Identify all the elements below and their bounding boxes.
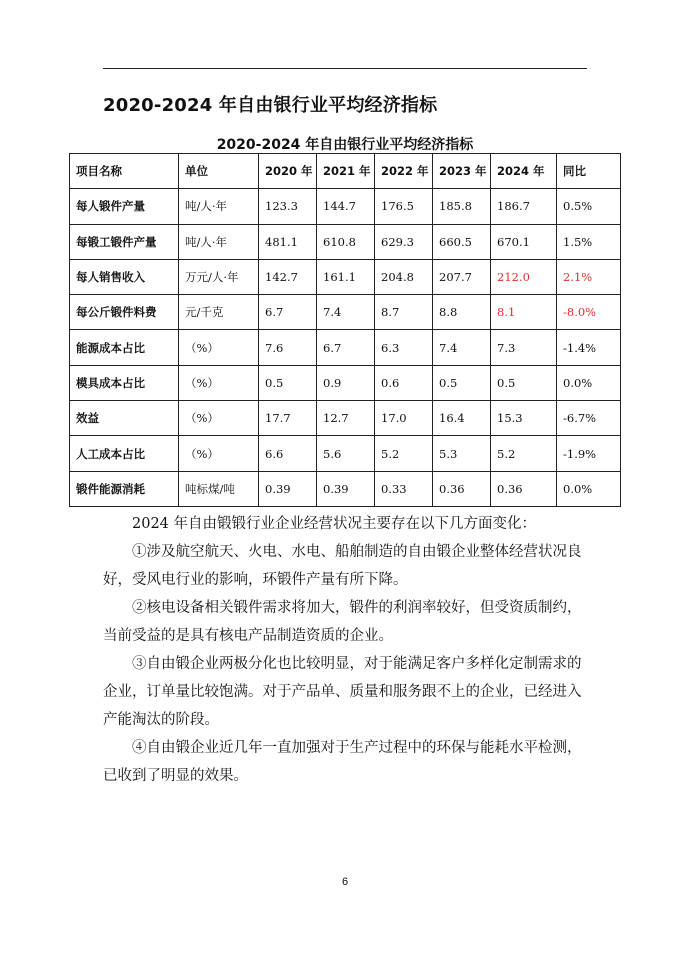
cell-2024: 670.1 <box>491 224 557 259</box>
row-name: 每人锻件产量 <box>70 189 179 224</box>
cell-yoy: 0.5% <box>557 189 621 224</box>
cell-yoy: -1.9% <box>557 436 621 471</box>
table-row <box>70 401 621 436</box>
cell-2023: 8.8 <box>433 295 491 330</box>
cell-2020: 0.5 <box>259 365 317 400</box>
cell-2020: 0.39 <box>259 471 317 506</box>
row-name: 人工成本占比 <box>70 436 179 471</box>
cell-2022: 8.7 <box>375 295 433 330</box>
cell-2022: 6.3 <box>375 330 433 365</box>
cell-2022: 176.5 <box>375 189 433 224</box>
cell-2021: 144.7 <box>317 189 375 224</box>
table-row <box>70 295 621 330</box>
table-header-row <box>70 154 621 189</box>
header-2021: 2021 年 <box>317 154 375 189</box>
row-name: 每人销售收入 <box>70 259 179 294</box>
table-row <box>70 436 621 471</box>
cell-2024: 5.2 <box>491 436 557 471</box>
cell-2022: 0.6 <box>375 365 433 400</box>
cell-2022: 5.2 <box>375 436 433 471</box>
section-title: 2020-2024 年自由银行业平均经济指标 <box>103 95 438 116</box>
header-2024: 2024 年 <box>491 154 557 189</box>
row-name: 每公斤锻件料费 <box>70 295 179 330</box>
cell-2023: 207.7 <box>433 259 491 294</box>
cell-2024: 186.7 <box>491 189 557 224</box>
paragraph-point-4: ④自由锻企业近几年一直加强对于生产过程中的环保与能耗水平检测，已收到了明显的效果。 <box>103 740 582 784</box>
paragraph-point-2: ②核电设备相关锻件需求将加大，锻件的利润率较好，但受资质制约，当前受益的是具有核电产品制造资质的企业。 <box>103 600 582 644</box>
row-unit: 万元/人·年 <box>179 259 259 294</box>
cell-2020: 6.6 <box>259 436 317 471</box>
cell-2021: 0.9 <box>317 365 375 400</box>
cell-2024: 7.3 <box>491 330 557 365</box>
row-unit: 元/千克 <box>179 295 259 330</box>
cell-2021: 6.7 <box>317 330 375 365</box>
cell-yoy-highlight: -8.0% <box>557 295 621 330</box>
row-name: 锻件能源消耗 <box>70 471 179 506</box>
row-unit: （%） <box>179 436 259 471</box>
cell-2022: 0.33 <box>375 471 433 506</box>
cell-2024: 0.36 <box>491 471 557 506</box>
cell-yoy: 0.0% <box>557 471 621 506</box>
cell-yoy: -6.7% <box>557 401 621 436</box>
cell-2021: 7.4 <box>317 295 375 330</box>
cell-2023: 7.4 <box>433 330 491 365</box>
header-yoy: 同比 <box>557 154 621 189</box>
cell-2023: 660.5 <box>433 224 491 259</box>
cell-2024-highlight: 8.1 <box>491 295 557 330</box>
row-name: 效益 <box>70 401 179 436</box>
row-name: 每锻工锻件产量 <box>70 224 179 259</box>
row-unit: 吨/人·年 <box>179 224 259 259</box>
cell-2021: 161.1 <box>317 259 375 294</box>
cell-yoy-highlight: 2.1% <box>557 259 621 294</box>
table-row <box>70 259 621 294</box>
cell-2023: 0.36 <box>433 471 491 506</box>
header-2020: 2020 年 <box>259 154 317 189</box>
table-row <box>70 365 621 400</box>
cell-yoy: -1.4% <box>557 330 621 365</box>
cell-2021: 5.6 <box>317 436 375 471</box>
cell-2020: 6.7 <box>259 295 317 330</box>
row-unit: 吨/人·年 <box>179 189 259 224</box>
row-name: 能源成本占比 <box>70 330 179 365</box>
header-2023: 2023 年 <box>433 154 491 189</box>
cell-2020: 17.7 <box>259 401 317 436</box>
table-row <box>70 330 621 365</box>
cell-2022: 629.3 <box>375 224 433 259</box>
cell-2023: 0.5 <box>433 365 491 400</box>
cell-2021: 610.8 <box>317 224 375 259</box>
cell-yoy: 0.0% <box>557 365 621 400</box>
row-unit: （%） <box>179 365 259 400</box>
cell-2021: 12.7 <box>317 401 375 436</box>
body-text <box>103 510 593 790</box>
cell-2024: 0.5 <box>491 365 557 400</box>
paragraph-point-1: ①涉及航空航天、火电、水电、船舶制造的自由锻企业整体经营状况良好，受风电行业的影响，环锻件产量有所下降。 <box>103 544 582 588</box>
cell-yoy: 1.5% <box>557 224 621 259</box>
cell-2024: 15.3 <box>491 401 557 436</box>
paragraph-intro: 2024 年自由锻锻行业企业经营状况主要存在以下几方面变化： <box>132 516 537 532</box>
cell-2021: 0.39 <box>317 471 375 506</box>
header-2022: 2022 年 <box>375 154 433 189</box>
indicators-table <box>69 153 621 507</box>
table-row <box>70 189 621 224</box>
header-unit: 单位 <box>179 154 259 189</box>
cell-2023: 16.4 <box>433 401 491 436</box>
page-number: 6 <box>341 876 349 888</box>
cell-2022: 204.8 <box>375 259 433 294</box>
row-name: 模具成本占比 <box>70 365 179 400</box>
table-row <box>70 471 621 506</box>
table-row <box>70 224 621 259</box>
cell-2023: 185.8 <box>433 189 491 224</box>
cell-2022: 17.0 <box>375 401 433 436</box>
header-rule <box>103 68 587 69</box>
row-unit: （%） <box>179 330 259 365</box>
header-item-name: 项目名称 <box>70 154 179 189</box>
cell-2020: 142.7 <box>259 259 317 294</box>
cell-2020: 7.6 <box>259 330 317 365</box>
table-caption: 2020-2024 年自由银行业平均经济指标 <box>216 137 474 153</box>
cell-2020: 481.1 <box>259 224 317 259</box>
cell-2024-highlight: 212.0 <box>491 259 557 294</box>
cell-2020: 123.3 <box>259 189 317 224</box>
cell-2023: 5.3 <box>433 436 491 471</box>
row-unit: 吨标煤/吨 <box>179 471 259 506</box>
paragraph-point-3: ③自由锻企业两极分化也比较明显，对于能满足客户多样化定制需求的企业，订单量比较饱满。对于产品单、质量和服务跟不上的企业，已经进入产能淘汰的阶段。 <box>103 656 582 728</box>
row-unit: （%） <box>179 401 259 436</box>
